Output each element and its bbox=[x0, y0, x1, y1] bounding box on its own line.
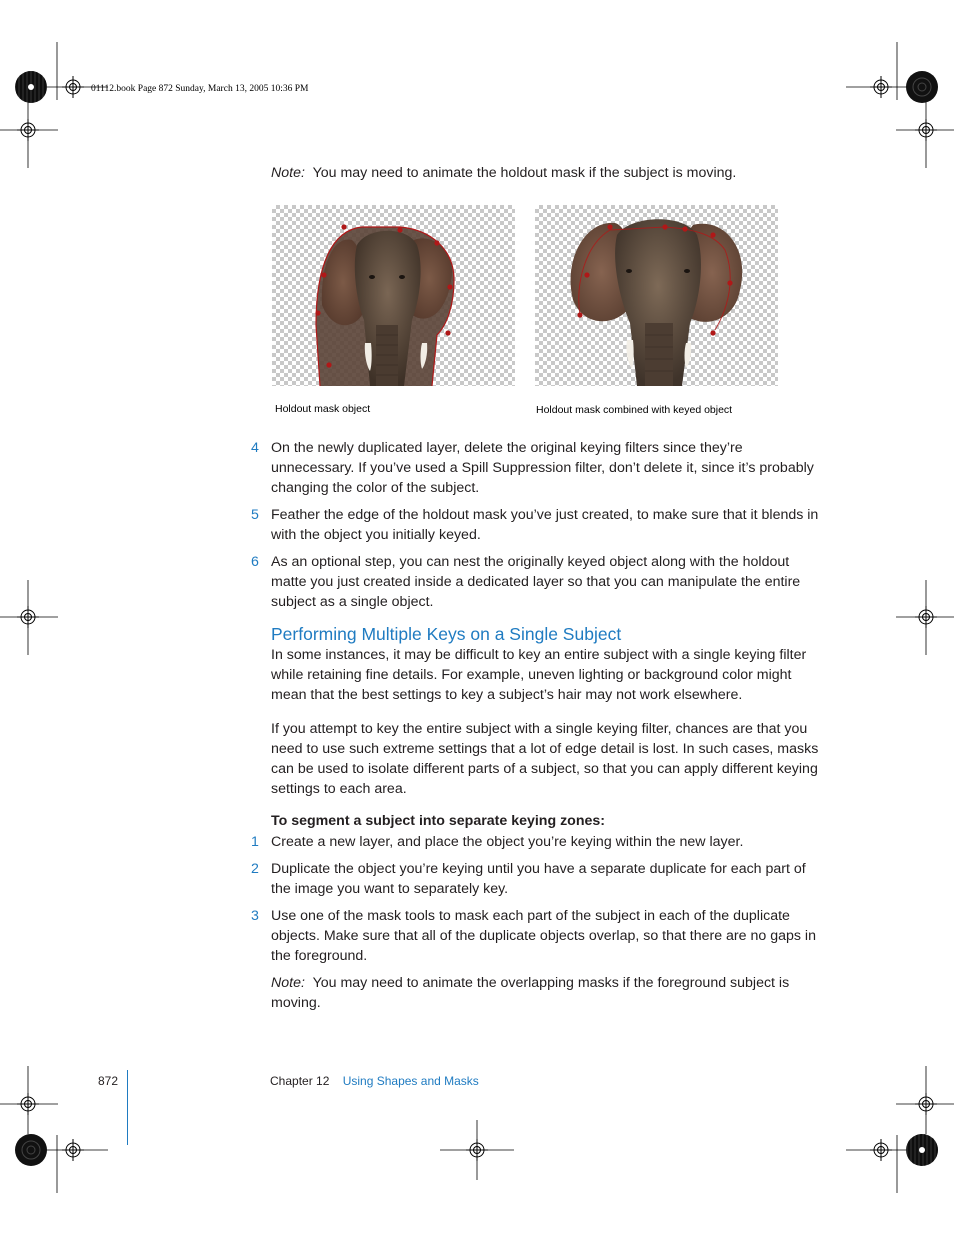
list-item bbox=[251, 832, 826, 852]
footer-chapter bbox=[270, 1074, 479, 1088]
print-slug: 01112.book Page 872 Sunday, March 13, 2005 10:36 PM bbox=[91, 84, 309, 94]
elephant-image bbox=[272, 205, 515, 386]
step-number: 5 bbox=[251, 507, 259, 523]
step-number: 2 bbox=[251, 861, 259, 877]
figure-caption-combined: Holdout mask combined with keyed object bbox=[536, 404, 733, 416]
note bbox=[271, 163, 831, 183]
note bbox=[271, 973, 811, 1013]
list-item bbox=[251, 906, 826, 966]
chapter-title: Using Shapes and Masks bbox=[342, 1074, 479, 1088]
note-text: You may need to animate the holdout mask if the subject is moving. bbox=[312, 165, 737, 181]
body-paragraph: In some instances, it may be difficult to key an entire subject with a single keying filter while retaining fine details. For example, uneven lighting or background color might mean that the best settings to key a subject’s hair may not work elsewhere. bbox=[271, 647, 807, 703]
step-text: Feather the edge of the holdout mask you’ve just created, to make sure that it blends in with the object you initially keyed. bbox=[271, 507, 819, 543]
list-item bbox=[251, 859, 826, 899]
step-text: Use one of the mask tools to mask each part of the subject in each of the duplicate objects. Make sure that all of the duplicate objects overlap, so that there are no gaps in the foreground. bbox=[271, 908, 816, 964]
step-number: 3 bbox=[251, 908, 259, 924]
note-text: You may need to animate the overlapping masks if the foreground subject is moving. bbox=[271, 975, 790, 1011]
step-number: 4 bbox=[251, 440, 259, 456]
list-item bbox=[251, 505, 826, 545]
section-heading: Performing Multiple Keys on a Single Subject bbox=[271, 624, 622, 644]
step-number: 1 bbox=[251, 834, 259, 850]
page-number: 872 bbox=[98, 1074, 119, 1088]
figure-caption-holdout: Holdout mask object bbox=[275, 403, 371, 415]
list-item bbox=[251, 552, 826, 612]
note-label: Note: bbox=[271, 165, 305, 181]
step-text: On the newly duplicated layer, delete the original keying filters since they’re unnecessary. If you’ve used a Spill Suppression filter, don’t delete it, since it’s probably changing the color of the subject. bbox=[271, 440, 814, 496]
figure-holdout-combined bbox=[535, 205, 778, 386]
step-text: As an optional step, you can nest the originally keyed object along with the holdout matte you just created inside a dedicated layer so that you can manipulate the entire subject as a single object. bbox=[271, 554, 801, 610]
step-number: 6 bbox=[251, 554, 259, 570]
step-text: Create a new layer, and place the object you’re keying within the new layer. bbox=[271, 834, 744, 850]
body-paragraph: If you attempt to key the entire subject with a single keying filter, chances are that you need to use such extreme settings that a lot of edge detail is lost. In such cases, masks can be used to isolate different parts of a subject, so that you can apply different keying settings to each area. bbox=[271, 721, 819, 797]
step-text: Duplicate the object you’re keying until you have a separate duplicate for each part of the image you want to separately key. bbox=[271, 861, 806, 897]
figure-holdout-mask bbox=[272, 205, 515, 386]
procedure-heading: To segment a subject into separate keying zones: bbox=[271, 813, 606, 829]
chapter-label: Chapter 12 bbox=[270, 1074, 330, 1088]
elephant-keyed-image bbox=[535, 205, 778, 386]
note-label: Note: bbox=[271, 975, 305, 991]
list-item bbox=[251, 438, 826, 498]
footer-rule bbox=[127, 1070, 128, 1145]
